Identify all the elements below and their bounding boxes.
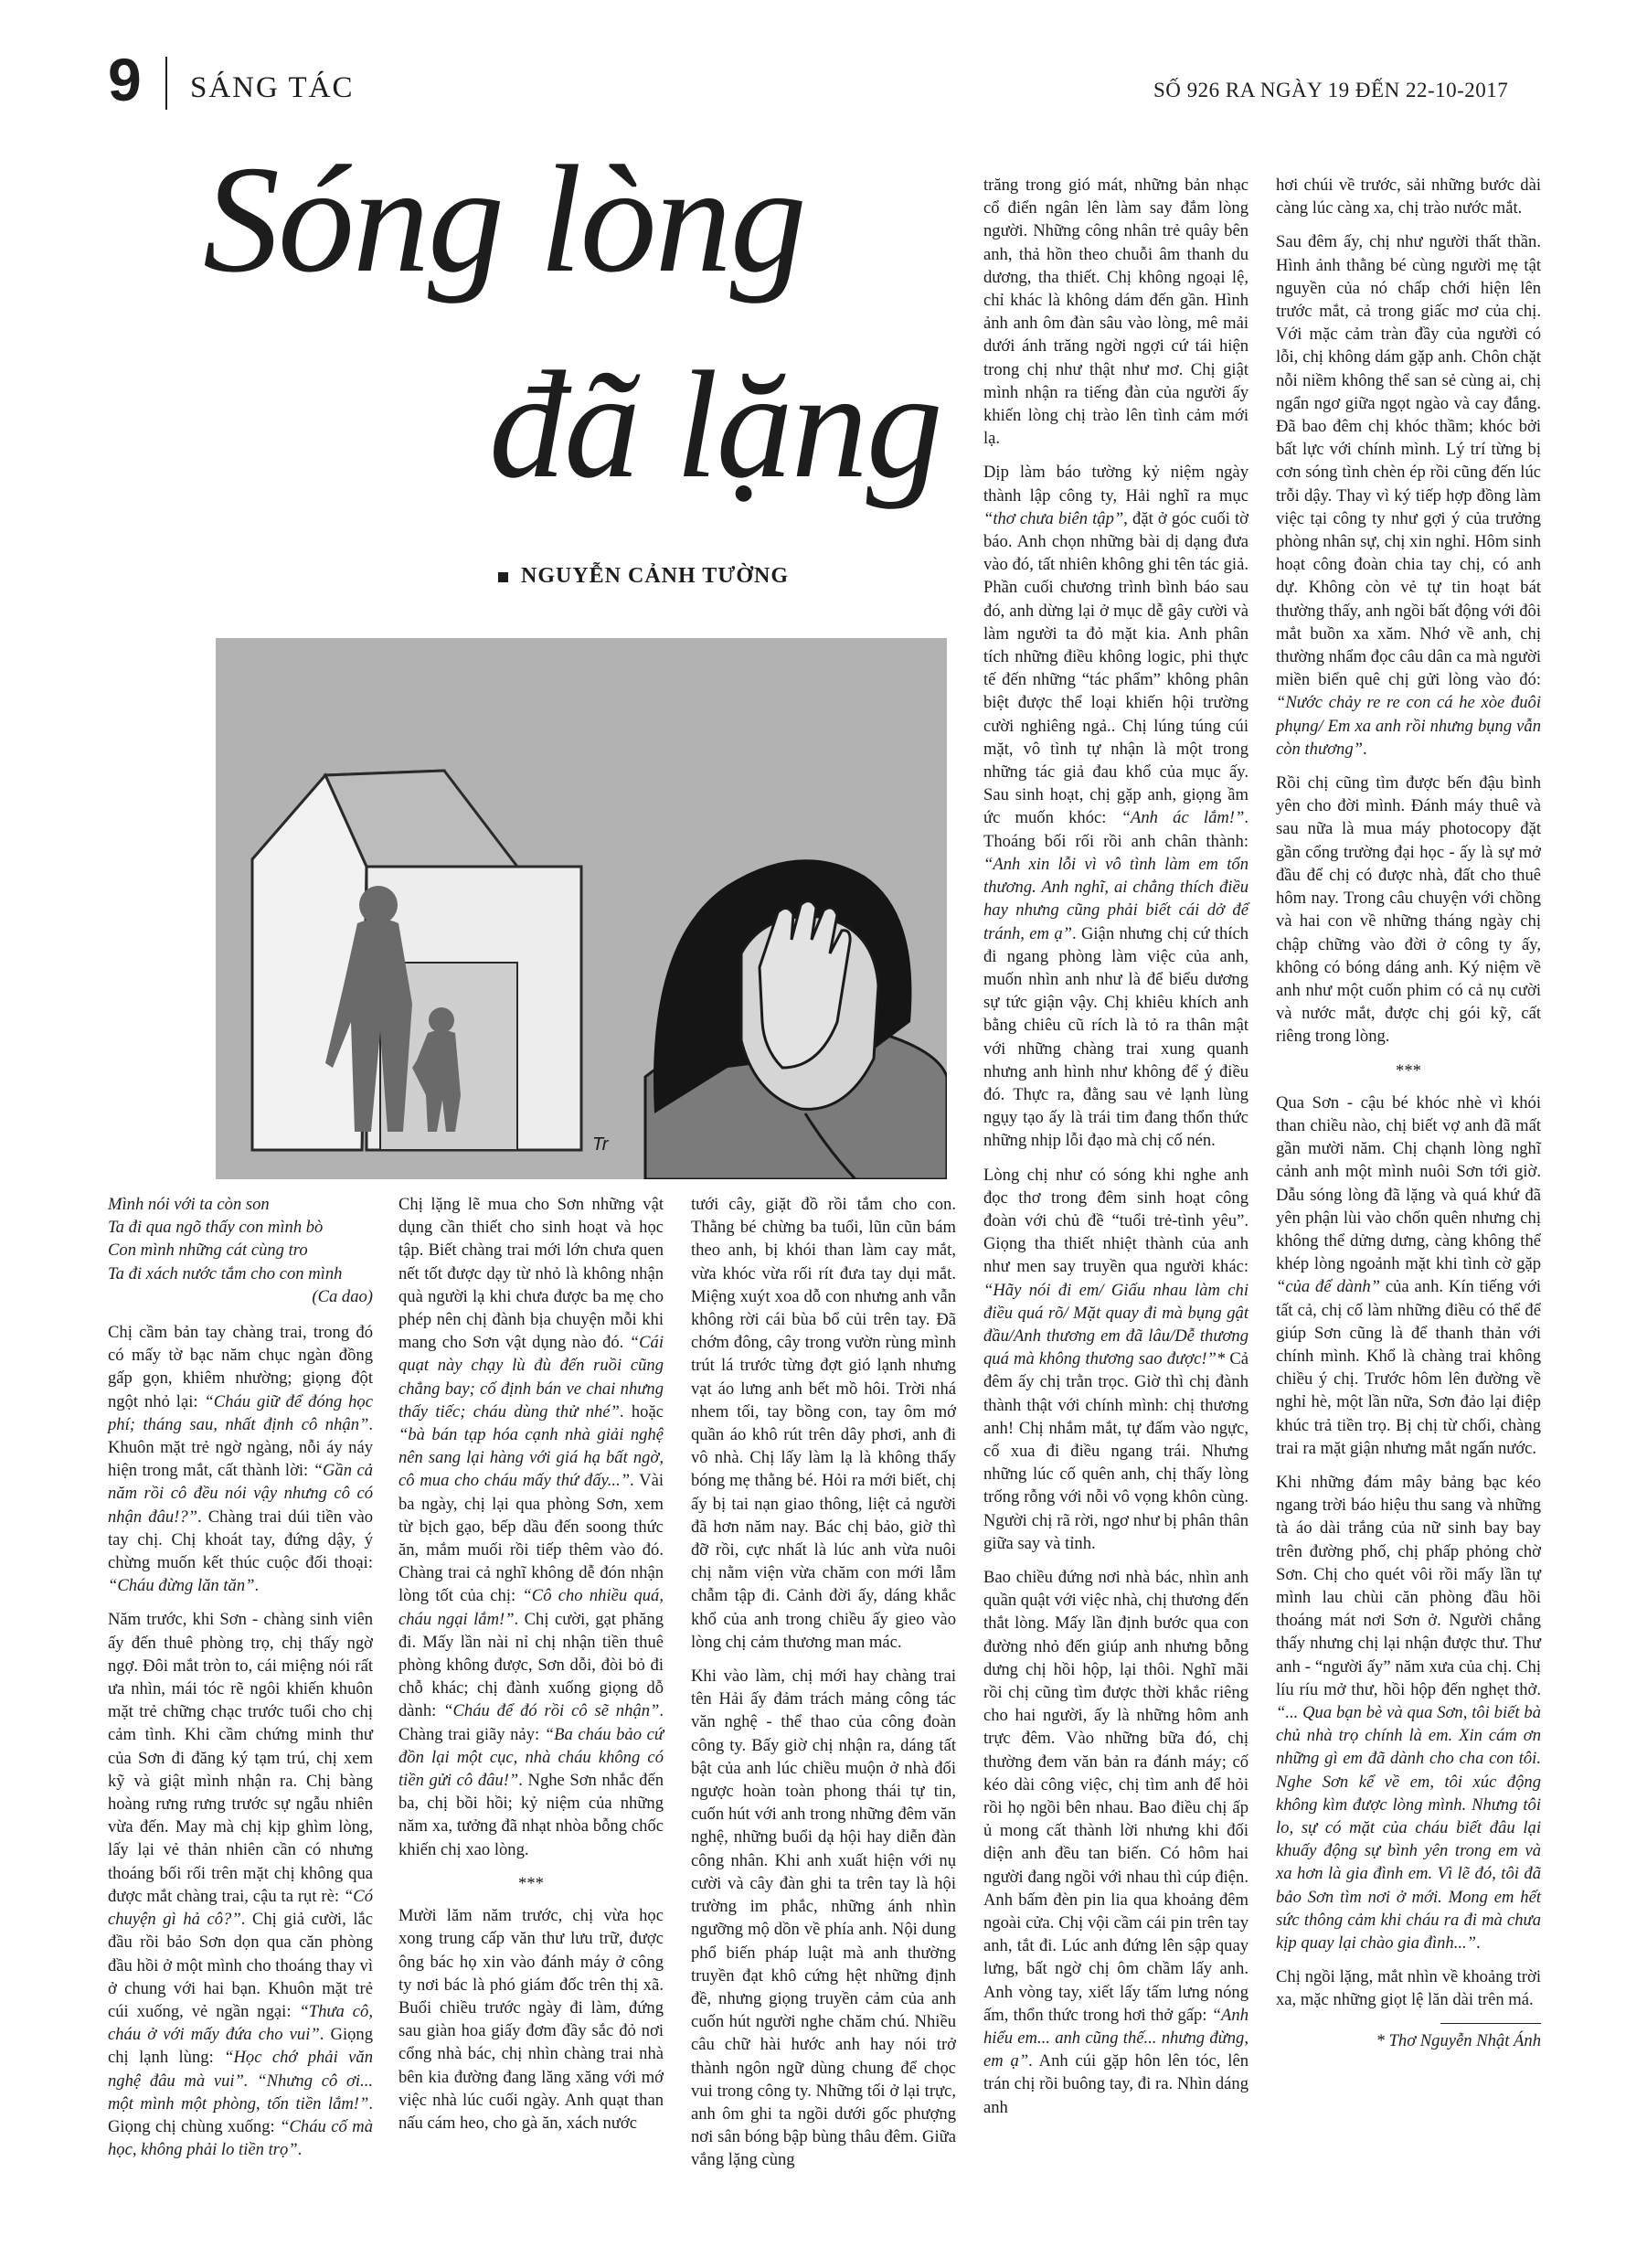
author-byline: [498, 564, 789, 589]
paragraph: Sau đêm ấy, chị như người thất thần. Hình ảnh thằng bé cùng người mẹ tật nguyền của nó chấp chới hiện lên trước mắt, cả trong giấc mơ của chị. Với mặc cảm tràn đầy của người có lỗi, chị không dám gặp anh. Chôn chặt nỗi niềm không thể san sẻ cùng ai, chị ngẩn ngơ giữa ngọt ngào và cay đắng. Đã bao đêm chị khóc thầm; khóc bởi bất lực với chính mình. Lý trí từng bị cơn sóng tình chèn ép rồi cũng đến lúc trỗi dậy. Thay vì ký tiếp hợp đồng làm việc tại công ty như gợi ý của trưởng phòng nhân sự, chị xin nghỉ. Hôm sinh hoạt công đoàn chia tay chị, có anh dự. Không còn vẻ tự tin hoạt bát thường thấy, anh ngồi bất động với đôi mắt buồn xa xăm. Nhớ về anh, chị thường nhẩm đọc câu dân ca mà người miền biển quê chị gửi lòng vào đó: “Nước chảy re re con cá he xòe đuôi phụng/ Em xa anh rồi nhưng bụng vẫn còn thương”.: [1276, 232, 1541, 759]
paragraph: hơi chúi về trước, sải những bước dài càng lúc càng xa, chị trào nước mắt.: [1276, 176, 1541, 218]
paragraph: Mười lăm năm trước, chị vừa học xong trung cấp văn thư lưu trữ, được ông bác họ xin vào đánh máy ở công ty nơi bác là phó giám đốc trên thị xã. Buổi chiều trước ngày đi làm, đứng sau giàn hoa giấy đơm đầy sắc đỏ nơi cổng nhà bác, chị nhìn chàng trai nhà bên kia đường đang lăng xăng với mớ việc nhà lúc cuối ngày. Anh quạt than nấu cám heo, cho gà ăn, xách nước: [398, 1906, 664, 2133]
paragraph: Năm trước, khi Sơn - chàng sinh viên ấy đến thuê phòng trọ, chị thấy ngờ ngợ. Đôi mắt tròn to, cái miệng nói rất ưa nhìn, mái tóc rẽ ngôi khiến khuôn mặt trẻ chững chạc trước tuổi cho chị cảm tình. Khi cầm chứng minh thư của Sơn đi đăng ký tạm trú, chị xem kỹ và giật mình nhận ra. Chị bàng hoàng rưng rưng trước sự ngẫu nhiên vừa đến. May mà chị kịp ghìm lòng, lấy lại vẻ thản nhiên cần có nhưng thoáng bối rối trên mặt chị không qua được mắt chàng trai, cậu ta rụt rè: “Có chuyện gì hả cô?”. Chị giả cười, lắc đầu rồi bảo Sơn dọn qua căn phòng đầu hồi ở một mình cho thoáng thay vì ở chung với hai bạn. Khuôn mặt trẻ cúi xuống, vẻ ngần ngại: “Thưa cô, cháu ở với mấy đứa cho vui”. Giọng chị lạnh lùng: “Học chớ phải văn nghệ đâu mà vui”. “Nhưng cô ơi... một mình một phòng, tốn tiền lắm!”. Giọng chị chùng xuống: “Cháu cố mà học, không phải lo tiền trọ”.: [108, 1610, 374, 2160]
paragraph: Chị cầm bản tay chàng trai, trong đó có mấy tờ bạc năm chục ngàn đồng gấp gọn, khiêm nhường; giọng đột ngột nhỏ lại: “Cháu giữ để đóng học phí; tháng sau, nhất định cô nhận”. Khuôn mặt trẻ ngờ ngàng, nỗi áy náy hiện trong mắt, cất thành lời: “Gần cả năm rồi cô đều nói vậy nhưng cô có nhận đâu!?”. Chàng trai dúi tiền vào tay chị. Chị khoát tay, đứng dậy, ý chừng muốn kết thúc cuộc đối thoại: “Cháu đừng lăn tăn”.: [108, 1323, 373, 1596]
poem-line: Mình nói với ta còn son: [108, 1195, 270, 1214]
paragraph: Dịp làm báo tường kỷ niệm ngày thành lập công ty, Hải nghĩ ra mục “thơ chưa biên tập”, đặt ở góc cuối tờ báo. Anh chọn những bài dị dạng đưa vào đó, tất nhiên không ghi tên tác giả. Phần cuối chương trình bình báo sau đó, anh dừng lại ở mục dễ gây cười và làm người ta đỏ mặt kia. Anh phân tích những điều không logic, phi thực tế đến những “tác phẩm” không phân biệt được thể loại khiến hội trường cười nghiêng ngả.. Chị lúng túng cúi mặt, vô tình tự nhận là một trong những tác giả đau khổ của mục ấy. Sau sinh hoạt, chị gặp anh, giọng ầm ức muốn khóc: “Anh ác lắm!”. Thoáng bối rối rồi anh chân thành: “Anh xin lỗi vì vô tình làm em tổn thương. Anh nghĩ, ai chẳng thích điều hay nhưng cũng phải biết cái dở để tránh, em ạ”. Giận nhưng chị cứ thích đi ngang phòng làm việc của anh, muốn nhìn anh như là để biểu dương sự tức giận vậy. Chị khiêu khích anh bằng chiêu cũ rích là tỏ ra thân mật với những chàng trai xung quanh nhưng anh hình như không để ý điều đó. Thực ra, đằng sau vẻ lạnh lùng ngụy tạo ấy là trái tim đang thổn thức những nhịp lỗi đạo mà chị cố nén.: [983, 463, 1249, 1151]
paragraph: trăng trong gió mát, những bản nhạc cổ điển ngân lên làm say đắm lòng người. Những công nhân trẻ quây bên anh, thả hồn theo chuỗi âm thanh du dương, tha thiết. Chị không ngoại lệ, chỉ khác là không dám đến gần. Hình ảnh anh ôm đàn sâu vào lòng, mê mải dưới ánh trăng ngời ngợi cứ tái hiện trong chị như thật như mơ. Chị giật mình nhận ra tiếng đàn của người ấy khiến lòng chị trào lên tình cảm mới lạ.: [983, 176, 1249, 449]
bullet-icon: [498, 572, 508, 582]
article-column-3: [691, 1193, 956, 2183]
paragraph: Khi những đám mây bảng bạc kéo ngang trời báo hiệu thu sang và những tà áo dài trắng của nữ sinh bay bay trên đường phố, chị phấp phỏng chờ Sơn. Chị cho quét vôi rồi mấy lần tự mình lau chùi căn phòng đầu hồi thoáng mát nơi Sơn ở. Người chẳng thấy nhưng chị lại nhận được thư. Thư anh - “người ấy” năm xưa của chị. Chị líu ríu mở thư, hồi hộp đến nghẹt thở. “... Qua bạn bè và qua Sơn, tôi biết bà chủ nhà trọ chính là em. Xin cám ơn những gì em đã dành cho cha con tôi. Nghe Sơn kể về em, tôi xúc động không kìm được lòng mình. Nhưng tôi lo, sự có mặt của cháu biết đâu lại khuấy động sự bình yên trong em và xa hơn là gia đình em. Vì lẽ đó, tôi đã bảo Sơn tìm nơi ở mới. Mong em hết sức thông cảm khi cháu ra đi mà chưa kịp quay lại chào gia đình...”.: [1276, 1472, 1541, 1954]
article-title-line1: Sóng lòng: [203, 134, 805, 304]
paragraph: Chị ngồi lặng, mắt nhìn về khoảng trời xa, mặc những giọt lệ lăn dài trên má.: [1276, 1967, 1541, 2010]
issue-info: SỐ 926 RA NGÀY 19 ĐẾN 22-10-2017: [1153, 79, 1509, 101]
epigraph-poem: [108, 1193, 373, 1308]
illustrator-signature: Tr: [592, 1134, 609, 1155]
article-column-5: [1276, 174, 1541, 2052]
section-separator: ***: [1396, 1060, 1421, 1081]
paragraph: Rồi chị cũng tìm được bến đậu bình yên cho đời mình. Đánh máy thuê và sau nữa là mua máy photocopy đặt gần cổng trường đại học - ấy là sự mở đầu để chị có được nhà, đất cho thuê hôm nay. Trong câu chuyện với chồng và hai con về những tháng ngày chị chập chững vào đời ở công ty ấy, không có bóng dáng anh. Ký niệm về anh như một cuốn phim có cả nụ cười và nước mắt, được chị gói kỹ, cất riêng trong lòng.: [1276, 773, 1541, 1047]
author-name: NGUYỄN CẢNH TƯỜNG: [521, 564, 790, 588]
paragraph: Lòng chị như có sóng khi nghe anh đọc thơ trong đêm sinh hoạt công đoàn với chủ đề “tuổi trẻ-tình yêu”. Giọng tha thiết nhiệt thành của anh như men say truyền qua người khác: “Hãy nói đi em/ Giấu nhau làm chi điều quá rõ/ Mặt quay đi mà bụng gật đầu/Anh thương em đã lâu/Dễ thương quá mà không thương sao được!”* Cả đêm ấy chị trằn trọc. Giờ thì chị đành thành thật với chính mình: chị thương anh! Chị nhắm mắt, tự đấm vào ngực, cố xua đi điều ngang trái. Nhưng những lúc cố quên anh, chị thấy lòng trống rỗng với nỗi vô vọng khôn cùng. Người chị rã rời, ngơ như bị phân thân giữa say và tỉnh.: [983, 1165, 1249, 1553]
section-label: SÁNG TÁC: [190, 71, 355, 104]
page-number: 9: [108, 46, 142, 113]
illustration-mother-child-house: [216, 638, 947, 1179]
article-column-1: [108, 1193, 373, 2172]
paragraph: Khi vào làm, chị mới hay chàng trai tên Hải ấy đảm trách mảng công tác văn nghệ - thể thao của công đoàn công ty. Bấy giờ chị nhận ra, dáng tất bật của anh lúc chiều muộn ở nhà đối ngược hoàn toàn phong thái tự tin, cuốn hút với anh trong những đêm văn nghệ, những buổi dạ hội hay diễn đàn công nhân. Khi anh xuất hiện với nụ cười và cây đàn ghi ta trên tay là hội trường im phắc, những ánh nhìn ngưỡng mộ dồn về phía anh. Nội dung phổ biến pháp luật mà anh thường truyền đạt khô cứng hệt những định đề, nhưng giọng truyền cảm của anh cuốn hút người nghe chăm chú. Nhiều câu chữ hài hước anh hay nói trở thành ngôn ngữ dùng chung để chọc vui trong công ty. Những tối ở lại trực, anh ôm ghi ta ngồi dưới gốc phượng nơi sân bóng bập bùng thâu đêm. Giữa vắng lặng cùng: [691, 1666, 956, 2170]
poem-line: Ta đi xách nước tắm cho con mình: [108, 1263, 343, 1283]
article-column-2: [398, 1193, 664, 2146]
footnote: * Thơ Nguyễn Nhật Ánh: [1376, 2030, 1541, 2050]
paragraph: tưới cây, giặt đồ rồi tắm cho con. Thằng bé chừng ba tuổi, lũn cũn bám theo anh, bị khói than làm cay mắt, vừa khóc vừa rối rít đưa tay dụi mắt. Miệng xuýt xoa dỗ con nhưng anh vẫn không rời cái bùa bổ củi trên tay. Đã chớm đông, cây trong vườn rùng mình trút lá trước từng đợt gió lạnh nhưng vạt áo lưng anh bết mồ hôi. Trời nhá nhem tối, tay bồng con, tay ôm mớ quần áo khô rút trên dây phơi, anh đi vô nhà. Chị lấy làm lạ là không thấy bóng mẹ thằng bé. Hỏi ra mới biết, chị ấy bị tai nạn giao thông, liệt cả người đã hơn năm nay. Bác chị bảo, giờ thì đỡ rồi, cực nhất là lúc anh vừa nuôi chị nằm viện vừa chăm con mới lẫm chẫm tập đi. Cảnh đời ấy, dáng khắc khổ của anh trong chiều ấy gieo vào lòng chị cảm thương man mác.: [691, 1195, 956, 1652]
article-title-line2: đã lặng: [489, 340, 941, 510]
header-divider: [165, 57, 167, 110]
article-column-4: [983, 174, 1249, 2130]
paragraph: Qua Sơn - cậu bé khóc nhè vì khói than chiều nào, chị biết vợ anh đã mất gần mười năm. Chị chạnh lòng nghĩ cảnh anh một mình nuôi Sơn tới giờ. Dẫu sóng lòng đã lặng và quá khứ đã yên phận lùi vào chốn quên nhưng chị không thể dửng dưng, càng không thể khép lòng ngoảnh mặt khi tình cờ gặp “của để dành” của anh. Kín tiếng với tất cả, chị cố làm những điều có thể để giúp Sơn cũng là để thanh thản với chính mình. Khổ là chàng trai không chiều ý chị. Trước hôm lên đường về nghỉ hè, một lần nữa, Sơn đảo lại điệp khúc trả tiền trọ. Bị chị từ chối, chàng trai ra mặt giận nhưng mắt ngấn nước.: [1276, 1092, 1541, 1458]
paragraph: Bao chiều đứng nơi nhà bác, nhìn anh quần quật với việc nhà, chị thương đến thắt lòng. Mấy lần định bước qua con đường nhỏ đến giúp anh nhưng bỗng dưng chị hồi hộp, lại thôi. Nghĩ mãi rồi chị cũng tìm được thời khắc riêng cho hai người, ấy là những hôm anh trực đêm. Vào những bữa đó, chị thường đem văn bản ra đánh máy; cố kéo dài công việc, chị tìm anh để hỏi rồi họ ngồi bên nhau. Bao điều chị ấp ủ mong cất thành lời nhưng khi đối diện anh đều tan biến. Có hôm hai người đang ngồi với nhau thì cúp điện. Anh bấm đèn pin lia qua khoảng đêm ngoài cửa. Chị vội cầm cái pin trên tay anh, tắt đi. Lúc anh đứng lên sập quay lưng, bất ngờ chị ôm chầm lấy anh. Anh vòng tay, xiết lấy tấm lưng nóng ấm, thổn thức trong hơi thở gấp: “Anh hiểu em... anh cũng thế... nhưng đừng, em ạ”. Anh cúi gặp hôn lên tóc, lên trán chị rồi buông tay, đi ra. Nhìn dáng anh: [983, 1567, 1249, 2117]
poem-source: (Ca dao): [312, 1286, 373, 1306]
poem-line: Ta đi qua ngõ thấy con mình bò: [108, 1218, 324, 1238]
paragraph: Chị lặng lẽ mua cho Sơn những vật dụng cần thiết cho sinh hoạt và học tập. Biết chàng trai mới lớn chưa quen nết tốt được dạy từ nhỏ là không nhận quà người lạ khi chưa được ba mẹ cho phép nên chị đành bịa chuyện mỗi khi mang cho Sơn vật dụng nào đó. “Cái quạt này chạy lù đù đến ruồi cũng chẳng bay; cố định bán ve chai nhưng thấy tiếc; cháu dùng thử nhé”. hoặc “bà bán tạp hóa cạnh nhà giải nghệ nên sang lại hàng với giá hạ bất ngờ, cô mua cho cháu mấy thứ đấy...”. Vài ba ngày, chị lại qua phòng Sơn, xem từ bịch gạo, bếp dầu đến soong thức ăn, mắm muối rồi tiếp thêm vào đó. Chàng trai cả nghĩ không dễ đón nhận lòng tốt của chị: “Cô cho nhiều quá, cháu ngại lắm!”. Chị cười, gạt phăng đi. Mấy lần nài nỉ chị nhận tiền thuê phòng không được, Sơn dỗi, đòi bỏ đi chỗ khác; chị đành xuống giọng dỗ dành: “Cháu để đó rồi cô sẽ nhận”. Chàng trai giãy nảy: “Ba cháu bảo cứ đồn lại một cục, nhà cháu không có tiền gửi cô đâu!”. Nghe Sơn nhắc đến ba, chị bồi hồi; kỷ niệm của những năm xa, tưởng đã nhạt nhòa bỗng chốc khiến chị xao lòng.: [398, 1195, 664, 1859]
footnote-divider: [1440, 2023, 1541, 2024]
section-separator: ***: [518, 1873, 544, 1893]
poem-line: Con mình những cát cùng tro: [108, 1240, 308, 1261]
